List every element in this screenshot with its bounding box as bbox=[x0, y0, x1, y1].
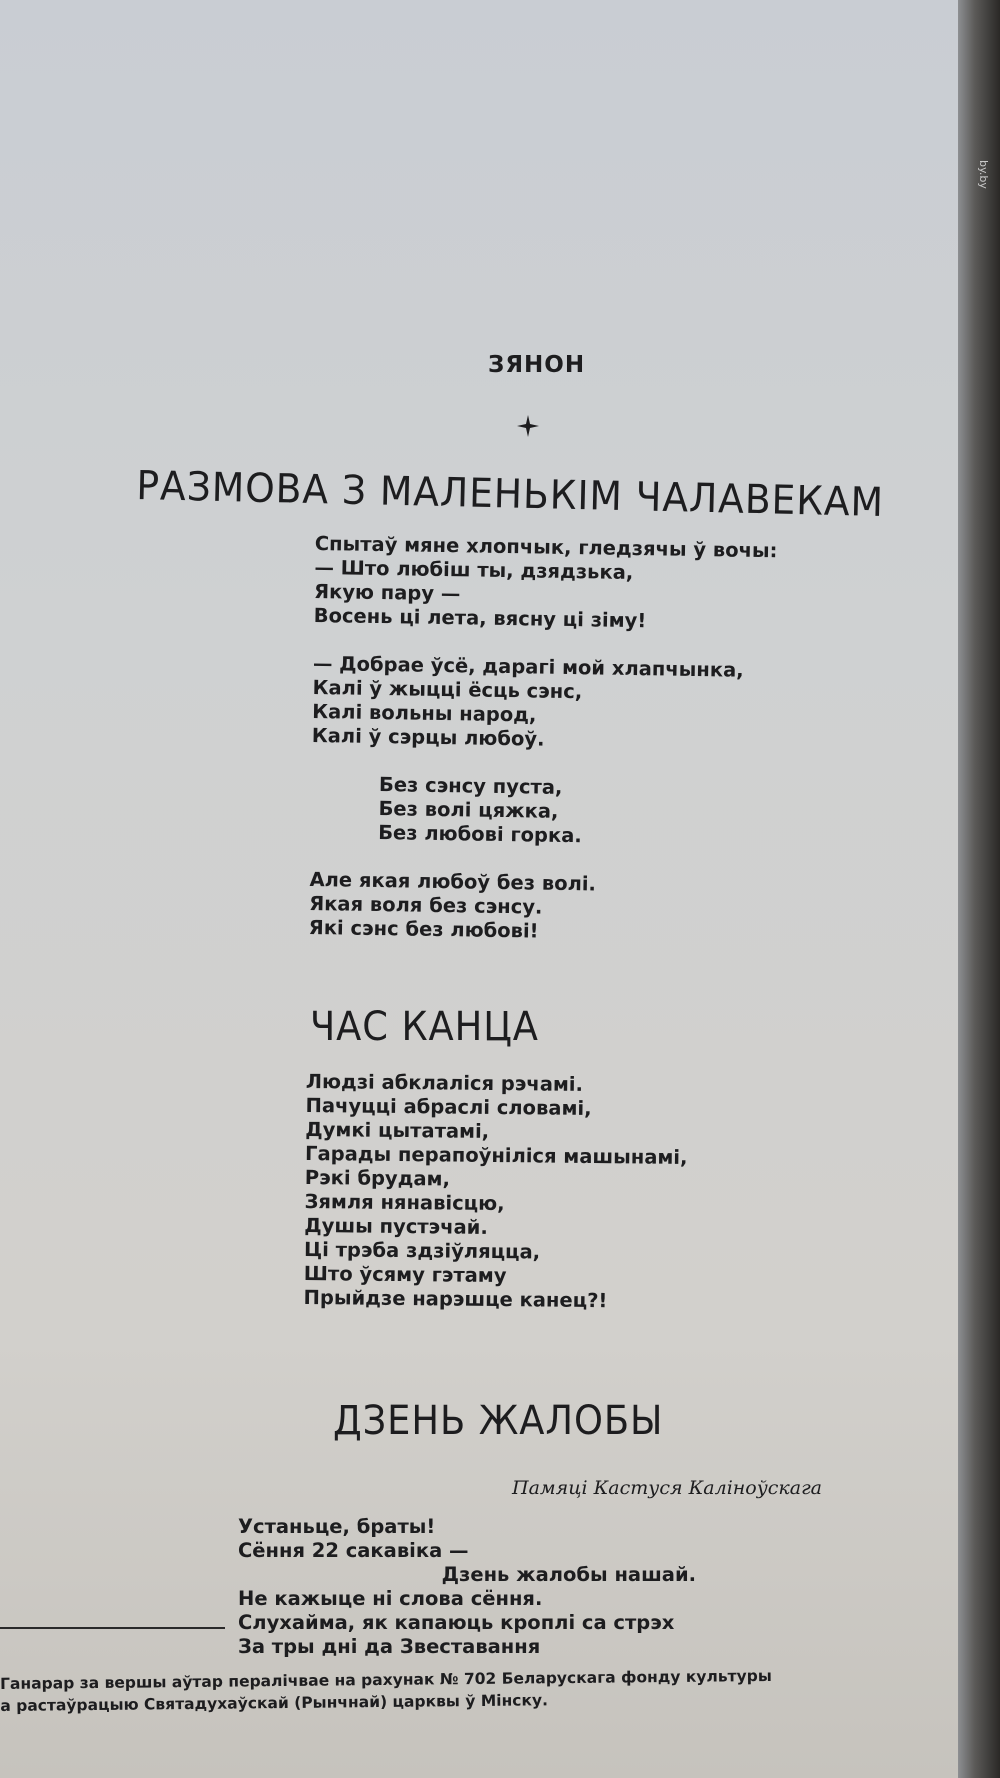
poem-line: Пачуцці абраслі словамі, bbox=[305, 1093, 592, 1120]
poem-3-dedication: Памяці Кастуся Каліноўскага bbox=[512, 1477, 823, 1499]
poem-line: Устаньце, браты! bbox=[238, 1515, 436, 1538]
poem-line: Сёння 22 сакавіка — bbox=[238, 1539, 469, 1562]
footnote bbox=[0, 1665, 772, 1717]
poem-line: Без волі цяжка, bbox=[310, 795, 559, 823]
poem-line: Слухайма, як капаюць кроплі са стрэх bbox=[238, 1611, 675, 1634]
poem-1-title: РАЗМОВА З МАЛЕНЬКІМ ЧАЛАВЕКАМ bbox=[135, 463, 885, 526]
poem-line: Дзень жалобы нашай. bbox=[238, 1563, 697, 1586]
poem-3-title: ДЗЕНЬ ЖАЛОБЫ bbox=[333, 1398, 664, 1444]
poem-line: Калі вольны народ, bbox=[311, 699, 537, 727]
poem-line: Рэкі брудам, bbox=[304, 1165, 451, 1191]
footnote-line: а растаўрацыю Святадухаўскай (Рынчнай) царквы ў Мінску. bbox=[0, 1691, 549, 1715]
footnote-line: Ганарар за вершы аўтар пералічвае на рахунак № 702 Беларускага фонду культуры bbox=[0, 1666, 772, 1693]
author-name: ЗЯНОН bbox=[488, 352, 586, 378]
footnote-divider bbox=[0, 1627, 225, 1629]
poem-2-body bbox=[303, 1070, 688, 1314]
poem-line: Гарады перапоўніліся машынамі, bbox=[305, 1141, 688, 1169]
poem-line: Ці трэба здзіўляцца, bbox=[303, 1237, 541, 1264]
poem-line: Які сэнс без любові! bbox=[308, 915, 539, 943]
poem-line: Зямля нянавісцю, bbox=[304, 1189, 505, 1216]
poem-line: Якая воля без сэнсу. bbox=[308, 891, 543, 919]
watermark-text: by.by bbox=[977, 160, 990, 189]
poem-line: Без сэнсу пуста, bbox=[310, 771, 563, 799]
poem-line: Што ўсяму гэтаму bbox=[303, 1261, 507, 1288]
poem-3-body bbox=[238, 1515, 696, 1659]
poem-line: За тры дні да Звеставання bbox=[238, 1635, 541, 1658]
poem-line: — Што любіш ты, дзядзька, bbox=[314, 555, 634, 585]
poem-line: Думкі цытатамі, bbox=[305, 1117, 490, 1143]
poem-line: Калі ў сэрцы любоў. bbox=[311, 723, 545, 751]
poem-line: Калі ў жыцці ёсць сэнс, bbox=[312, 675, 583, 704]
poem-line: Не кажыце ні слова сёння. bbox=[238, 1587, 543, 1610]
poem-line: Якую пару — bbox=[313, 579, 461, 606]
poem-line: Душы пустэчай. bbox=[304, 1213, 488, 1239]
poem-line: Без любові горка. bbox=[310, 819, 582, 848]
poem-2-title: ЧАС КАНЦА bbox=[310, 1004, 539, 1050]
poem-line: — Добрае ўсё, дарагі мой хлапчынка, bbox=[312, 651, 744, 682]
poem-line: Людзі абклаліся рэчамі. bbox=[305, 1070, 584, 1096]
poem-line: Але якая любоў без волі. bbox=[309, 867, 597, 896]
poem-line: Восень ці лета, вясну ці зіму! bbox=[313, 603, 647, 633]
poem-line: Прыйдзе нарэшце канец?! bbox=[303, 1285, 608, 1313]
star-ornament-icon bbox=[516, 414, 540, 438]
poem-line: Спытаў мяне хлопчык, гледзячы ў вочы: bbox=[314, 532, 778, 563]
page-edge-shadow bbox=[958, 0, 1000, 1778]
poem-1-body bbox=[309, 532, 778, 947]
